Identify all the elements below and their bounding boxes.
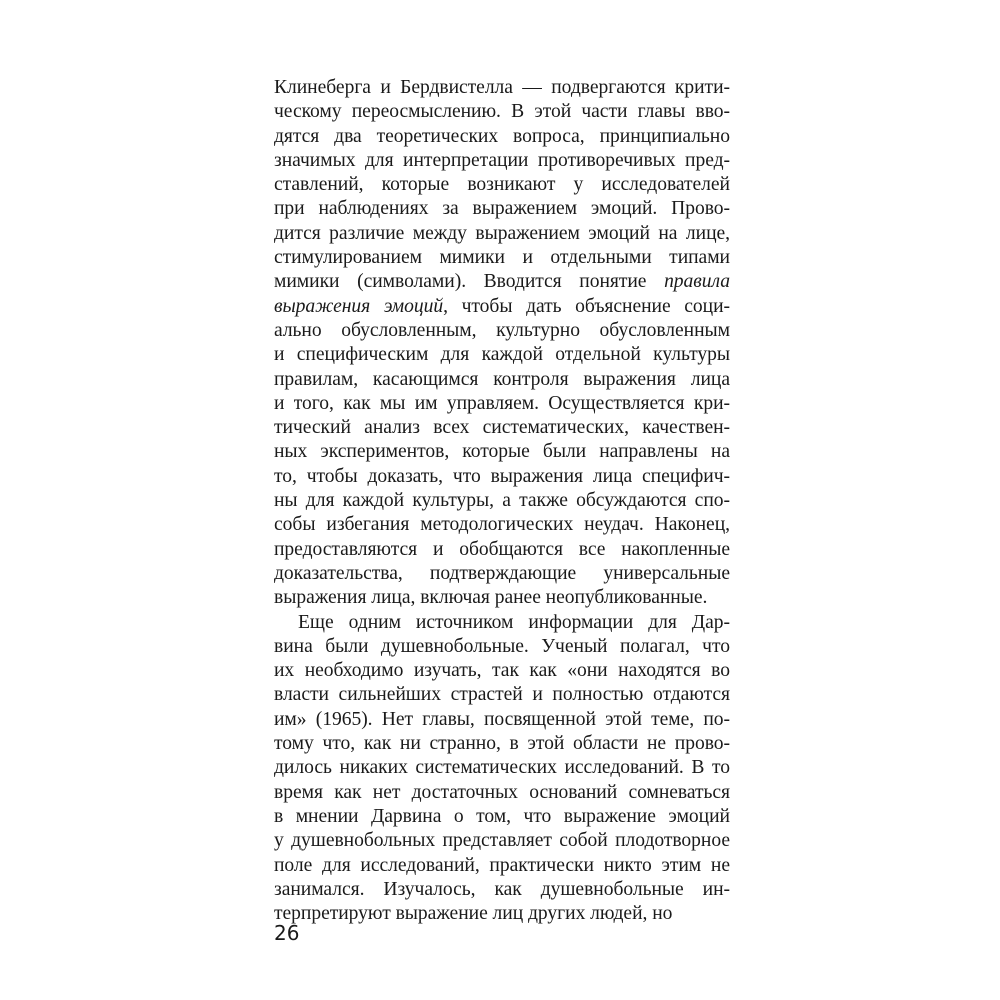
text-segment: в мнении Дарвина о том, что выражение эмоций	[274, 805, 730, 827]
text-line	[274, 319, 730, 343]
text-segment: собы избегания методологических неудач. Наконец,	[274, 514, 730, 536]
text-line	[274, 149, 730, 173]
text-line	[274, 732, 730, 756]
text-line	[274, 902, 730, 926]
paragraph	[274, 611, 730, 927]
text-segment: тический анализ всех систематических, качествен-	[274, 417, 730, 439]
italic-term: правила	[664, 271, 730, 293]
text-line	[274, 562, 730, 586]
text-line	[274, 392, 730, 416]
text-segment: им» (1965). Нет главы, посвященной этой теме, по-	[274, 708, 730, 730]
text-line	[274, 125, 730, 149]
text-line	[274, 416, 730, 440]
text-line	[274, 343, 730, 367]
text-segment: поле для исследований, практически никто этим не	[274, 854, 730, 876]
text-segment: то, чтобы доказать, что выражения лица специфич-	[274, 465, 730, 487]
text-line	[274, 270, 730, 294]
text-line	[274, 635, 730, 659]
text-segment: дится различие между выражением эмоций на лице,	[274, 222, 730, 244]
text-line	[274, 586, 730, 610]
text-segment: у душевнобольных представляет собой плодотворное	[274, 830, 730, 852]
text-segment: Клинеберга и Бердвистелла — подвергаются крити-	[274, 77, 730, 98]
text-line	[274, 465, 730, 489]
text-segment: дилось никаких систематических исследований. В то	[274, 757, 730, 779]
text-segment: ческому переосмыслению. В этой части главы вво-	[274, 101, 730, 123]
text-segment: вина были душевнобольные. Ученый полагал, что	[274, 635, 730, 657]
text-line	[274, 295, 730, 319]
text-line	[274, 829, 730, 853]
text-segment: время как нет достаточных оснований сомневаться	[274, 781, 730, 803]
text-segment: тому что, как ни странно, в этой области не прово-	[274, 733, 730, 755]
text-line	[274, 513, 730, 537]
text-segment: ставлений, которые возникают у исследователей	[274, 174, 730, 196]
text-line	[274, 197, 730, 221]
text-line	[274, 489, 730, 513]
text-segment: и того, как мы им управляем. Осуществляется кри-	[274, 392, 730, 414]
paragraph	[274, 76, 730, 611]
text-segment: и специфическим для каждой отдельной культуры	[274, 344, 730, 366]
text-line	[274, 781, 730, 805]
text-segment: ны для каждой культуры, а также обсуждаются спо-	[274, 490, 730, 512]
text-line	[274, 173, 730, 197]
page-number: 26	[274, 921, 300, 945]
text-segment: выражения лица, включая ранее неопубликованные.	[274, 587, 708, 609]
text-line	[274, 76, 730, 100]
text-segment: терпретируют выражение лиц других людей, но	[274, 903, 673, 925]
text-line	[274, 756, 730, 780]
text-line	[274, 222, 730, 246]
text-line	[274, 854, 730, 878]
text-segment: Еще одним источником информации для Дар-	[298, 611, 730, 633]
text-segment: значимых для интерпретации противоречивых пред-	[274, 149, 730, 171]
text-line	[274, 368, 730, 392]
text-line	[274, 440, 730, 464]
text-line	[274, 878, 730, 902]
text-segment: ных экспериментов, которые были направлены на	[274, 441, 730, 463]
text-line	[274, 538, 730, 562]
text-segment: правилам, касающимся контроля выражения лица	[274, 368, 730, 390]
text-line	[274, 708, 730, 732]
text-segment: при наблюдениях за выражением эмоций. Прово-	[274, 198, 730, 220]
text-segment: доказательства, подтверждающие универсальные	[274, 562, 730, 584]
text-line	[274, 246, 730, 270]
text-segment: предоставляются и обобщаются все накопленные	[274, 538, 730, 560]
text-line	[274, 659, 730, 683]
body-text	[274, 76, 730, 926]
text-segment: занимался. Изучалось, как душевнобольные ин-	[274, 878, 730, 900]
text-segment: дятся два теоретических вопроса, принципиально	[274, 125, 730, 147]
text-line	[274, 805, 730, 829]
text-line	[274, 611, 730, 635]
text-segment: власти сильнейших страстей и полностью отдаются	[274, 684, 730, 706]
text-segment: стимулированием мимики и отдельными типами	[274, 247, 730, 269]
italic-term: выражения эмоций	[274, 295, 444, 317]
text-segment: их необходимо изучать, так как «они находятся во	[274, 660, 730, 682]
text-segment: , чтобы дать объяснение соци-	[443, 295, 730, 317]
text-line	[274, 100, 730, 124]
text-segment: мимики (символами). Вводится понятие	[274, 271, 665, 293]
text-segment: ально обусловленным, культурно обусловленным	[274, 319, 730, 341]
text-line	[274, 683, 730, 707]
